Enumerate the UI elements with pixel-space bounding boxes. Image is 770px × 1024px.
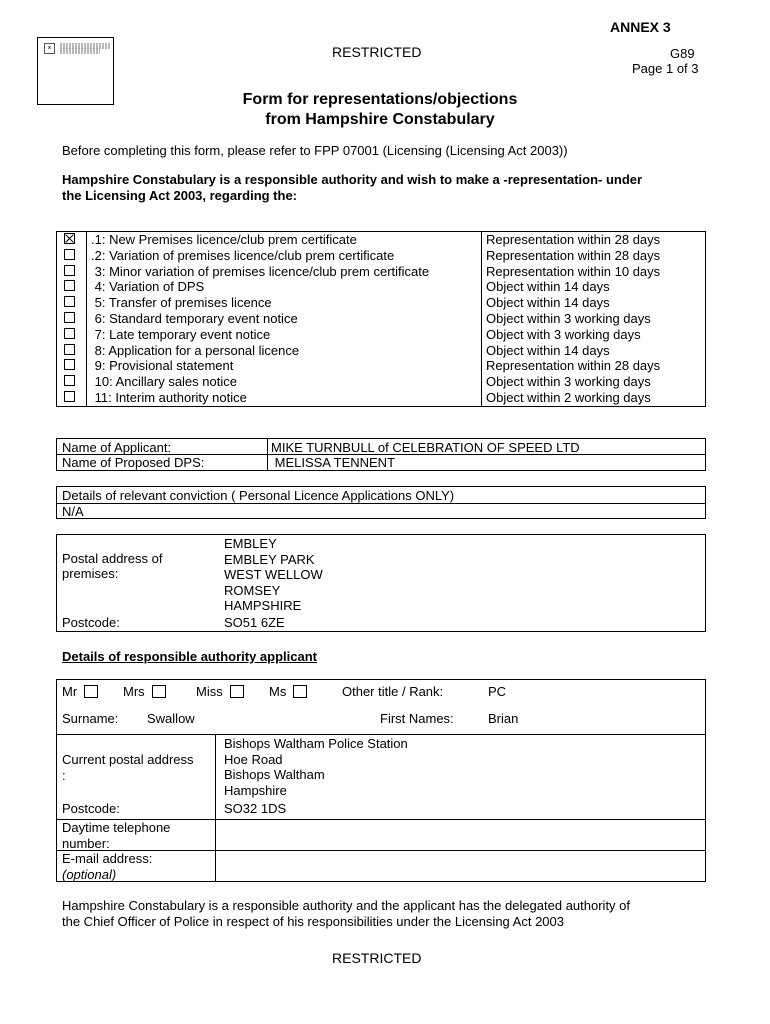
current-address-label: Current postal address : — [62, 752, 194, 783]
other-title-label: Other title / Rank: — [342, 684, 444, 699]
option-checkbox[interactable] — [64, 328, 75, 339]
statement-line-2: the Licensing Act 2003, regarding the: — [62, 188, 298, 203]
authority-postcode-value[interactable]: SO32 1DS — [224, 801, 287, 816]
application-type-table — [56, 231, 706, 407]
option-checkbox[interactable] — [64, 296, 75, 307]
option-timing: Object within 14 days — [486, 295, 610, 311]
option-label: 8: Application for a personal licence — [87, 343, 482, 359]
option-checkbox[interactable] — [64, 280, 75, 291]
authority-address-line: Hampshire — [224, 782, 287, 798]
proposed-dps-value[interactable]: MELISSA TENNENT — [271, 455, 396, 470]
premises-address-line: EMBLEY PARK — [224, 551, 315, 567]
premises-address-line: EMBLEY — [224, 536, 277, 551]
broken-image-icon: × — [44, 43, 55, 54]
logo-text-placeholder — [60, 48, 100, 54]
title-option-mrs — [123, 684, 166, 699]
premises-address-value[interactable] — [224, 536, 323, 614]
option-timing: Object within 14 days — [486, 342, 610, 358]
title-option-label: Ms — [269, 684, 287, 699]
conviction-box — [56, 486, 706, 519]
authority-statement — [62, 172, 642, 204]
authority-applicant-box — [56, 679, 706, 882]
authority-address-line: Bishops Waltham Police Station — [224, 736, 408, 751]
title-option-label: Mrs — [123, 684, 145, 699]
option-row — [57, 248, 706, 264]
current-address-value[interactable] — [224, 736, 408, 798]
option-row — [57, 232, 706, 248]
title-checkbox[interactable] — [293, 685, 307, 698]
option-row — [57, 358, 706, 374]
option-checkbox[interactable] — [64, 265, 75, 276]
option-label: 11: Interim authority notice — [87, 390, 482, 406]
option-timing: Representation within 28 days — [486, 358, 661, 374]
option-row — [57, 279, 706, 295]
option-label: .2: Variation of premises licence/club prem certificate — [87, 248, 482, 264]
option-checkbox[interactable] — [64, 249, 75, 260]
option-timing: Object within 14 days — [486, 279, 610, 295]
title-option-label: Mr — [62, 684, 78, 699]
option-row — [57, 343, 706, 359]
option-checkbox[interactable] — [64, 375, 75, 386]
statement-line-1: Hampshire Constabulary is a responsible authority and wish to make a -representation- under — [62, 172, 643, 187]
premises-address-line: WEST WELLOW — [224, 567, 323, 583]
premises-address-line: HAMPSHIRE — [224, 598, 302, 614]
applicant-name-value[interactable]: MIKE TURNBULL of CELEBRATION OF SPEED LTD — [271, 440, 580, 455]
page-number: Page 1 of 3 — [632, 61, 699, 76]
option-timing: Object within 2 working days — [486, 389, 651, 405]
option-row — [57, 390, 706, 406]
option-label: 5: Transfer of premises licence — [87, 295, 482, 311]
applicant-name-label: Name of Applicant: — [62, 440, 172, 455]
authority-postcode-label: Postcode: — [62, 801, 120, 816]
option-label: .1: New Premises licence/club prem certificate — [87, 232, 482, 248]
title-checkbox[interactable] — [84, 685, 98, 698]
title-line-1: Form for representations/objections — [242, 91, 518, 108]
option-timing: Representation within 28 days — [486, 232, 661, 247]
option-label: 7: Late temporary event notice — [87, 327, 482, 343]
premises-address-label: Postal address of premises: — [62, 551, 163, 581]
title-option-mr — [62, 684, 98, 699]
conviction-value[interactable]: N/A — [62, 504, 84, 519]
premises-postcode-label: Postcode: — [62, 615, 120, 630]
title-checkbox[interactable] — [152, 685, 166, 698]
title-line-2: from Hampshire Constabulary — [265, 111, 495, 128]
option-checkbox[interactable] — [64, 233, 75, 244]
authority-section-heading: Details of responsible authority applicant — [62, 649, 317, 664]
phone-input[interactable] — [217, 821, 703, 849]
option-timing: Representation within 10 days — [486, 263, 661, 279]
page-title — [180, 90, 580, 130]
email-label: E-mail address: (optional) — [62, 851, 153, 882]
option-timing: Object within 3 working days — [486, 374, 651, 390]
conviction-label: Details of relevant conviction ( Personal Licence Applications ONLY) — [62, 488, 455, 503]
logo-placeholder — [37, 37, 114, 105]
footer-statement: Hampshire Constabulary is a responsible authority and the applicant has the delegated authority of the Chief Officer of Police in respect of his responsibilities under the Licensing Act 2003 — [62, 898, 631, 929]
premises-address-box — [56, 534, 706, 632]
premises-postcode-value[interactable]: SO51 6ZE — [224, 615, 285, 630]
option-timing: Representation within 28 days — [486, 247, 661, 263]
option-label: 3: Minor variation of premises licence/club prem certificate — [87, 264, 482, 280]
option-row — [57, 374, 706, 390]
premises-address-line: ROMSEY — [224, 582, 281, 598]
phone-label: Daytime telephone number: — [62, 820, 171, 851]
intro-text: Before completing this form, please refer to FPP 07001 (Licensing (Licensing Act 2003)) — [62, 143, 568, 158]
option-row — [57, 327, 706, 343]
surname-label: Surname: — [62, 711, 119, 726]
restricted-header: RESTRICTED — [332, 44, 422, 60]
authority-address-line: Hoe Road — [224, 751, 283, 767]
other-title-value[interactable]: PC — [488, 684, 507, 699]
option-row — [57, 295, 706, 311]
restricted-footer: RESTRICTED — [332, 950, 422, 966]
surname-value[interactable]: Swallow — [147, 711, 195, 726]
option-label: 10: Ancillary sales notice — [87, 374, 482, 390]
authority-address-line: Bishops Waltham — [224, 767, 325, 783]
annex-label: ANNEX 3 — [610, 19, 671, 35]
option-checkbox[interactable] — [64, 312, 75, 323]
title-checkbox[interactable] — [230, 685, 244, 698]
option-timing: Object with 3 working days — [486, 326, 641, 342]
option-row — [57, 311, 706, 327]
option-checkbox[interactable] — [64, 359, 75, 370]
option-label: 4: Variation of DPS — [87, 279, 482, 295]
title-option-label: Miss — [196, 684, 223, 699]
option-checkbox[interactable] — [64, 344, 75, 355]
option-row — [57, 264, 706, 280]
option-checkbox[interactable] — [64, 391, 75, 402]
applicant-box — [56, 438, 706, 471]
title-option-ms — [269, 684, 307, 699]
option-timing: Object within 3 working days — [486, 310, 651, 326]
first-names-label: First Names: — [380, 711, 454, 726]
option-label: 6: Standard temporary event notice — [87, 311, 482, 327]
first-names-value[interactable]: Brian — [488, 711, 519, 726]
option-label: 9: Provisional statement — [87, 358, 482, 374]
proposed-dps-label: Name of Proposed DPS: — [62, 455, 205, 470]
title-option-miss — [196, 684, 244, 699]
form-code: G89 — [670, 46, 695, 61]
email-input[interactable] — [217, 852, 703, 881]
